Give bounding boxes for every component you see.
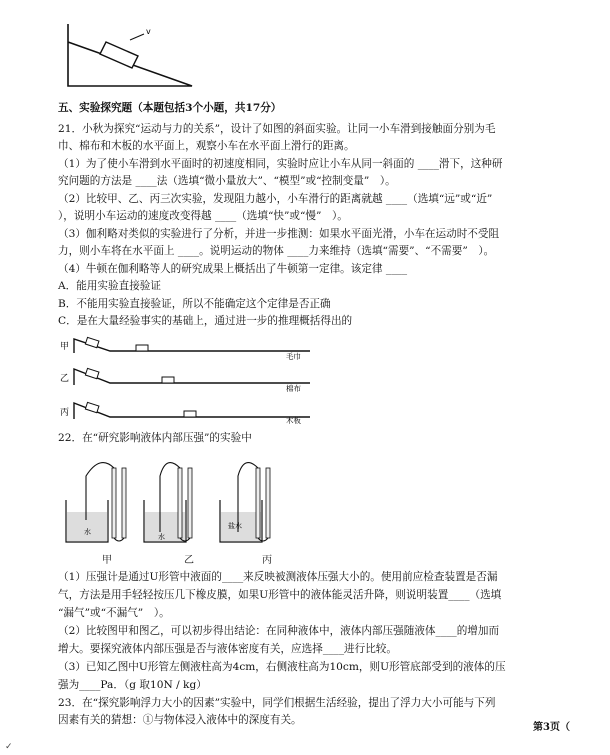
q22-part1-a: （1）压强计是通过U形管中液面的____来反映被测液体压强大小的。使用前应检查装置是否漏 [58,571,498,583]
q22-part1-b: 气，方法是用手轻轻按压几下橡皮膜，如果U形管中的液体能灵活升降，则说明装置____（选填 [58,589,502,601]
row-label-yi: 乙 [60,374,70,384]
liquid-label-bing: 盐水 [228,522,242,530]
q21-part4: （4）牛顿在伽利略等人的研究成果上概括出了牛顿第一定律。该定律 ____ [58,263,408,275]
q23-stem-2: 因素有关的猜想：①与物体浸入液体中的深度有关。 [58,714,302,726]
q21-stem-2: 巾、棉布和木板的水平面上，观察小车在水平面上滑行的距离。 [58,140,355,152]
q21-part1-a: （1）为了使小车滑到水平面时的初速度相同，实验时应让小车从同一斜面的 ____滑下，这种研 [58,158,503,170]
beaker-yi [144,463,192,542]
q22-part3-a: （3）已知乙图中U形管左侧液柱高为4cm，右侧液柱高为10cm，则U形管底部受到的液体的压 [58,661,506,673]
q21-option-b: B．不能用实验直接验证，所以不能确定这个定律是否正确 [58,298,331,310]
q22-part2-a: （2）比较图甲和图乙，可以初步得出结论：在同种液体中，液体内部压强随液体____的增加而 [58,625,500,637]
fig-label-bing: 丙 [262,555,272,566]
surface-label-bing: 木板 [286,416,301,425]
beaker-bing [220,463,270,542]
surface-label-jia: 毛巾 [286,352,301,361]
liquid-label-jia: 水 [84,528,91,536]
q21-part3-b: 力，则小车将在水平面上 ____。说明运动的物体 ____力来维持（选填“需要”、“不需要” ）。 [58,245,495,257]
row-label-jia: 甲 [60,342,70,352]
liquid-label-yi: 水 [158,533,165,541]
q21-part1-b: 究问题的方法是 ____法（选填“微小量放大”、“模型”或“控制变量” ）。 [58,175,396,187]
q21-part2-b: ），说明小车运动的速度改变得越 ____（选填“快”或“慢” ）。 [58,210,348,222]
q21-option-a: A．能用实验直接验证 [58,280,161,292]
q22-part2-b: 增大。要探究液体内部压强是否与液体密度有关，应选择____进行比较。 [58,643,397,655]
q22-part1-c: “漏气”或“不漏气” ）。 [58,607,170,619]
beaker-jia [66,463,126,542]
q21-option-c: C．是在大量经验事实的基础上，通过进一步的推理概括得出的 [58,315,353,327]
incline-row-jia [60,337,310,361]
q21-stem-1: 21．小秋为探究“运动与力的关系”，设计了如图的斜面实验。让同一小车滑到接触面分别为毛 [58,123,496,135]
fig-label-jia: 甲 [102,555,112,566]
q21-part3-a: （3）伽利略对类似的实验进行了分析，并进一步推测：如果水平面光滑，小车在运动时不受阻 [58,228,500,240]
velocity-label: v [146,27,151,36]
surface-label-yi: 棉布 [286,384,301,393]
row-label-bing: 丙 [60,408,70,418]
fig-label-yi: 乙 [184,555,194,566]
pressure-gauge-figure [60,448,300,548]
incline-row-bing [60,402,310,425]
q22-stem: 22．在“研究影响液体内部压强”的实验中 [58,432,252,444]
section-title: 五、实验探究题（本题包括3个小题，共17分） [58,102,282,114]
incline-row-yi [60,368,310,393]
corner-mark: ✓ [5,742,13,752]
q23-stem-1: 23．在“探究影响浮力大小的因素”实验中，同学们根据生活经验，提出了浮力大小可能与下列 [58,697,496,709]
q21-part2-a: （2）比较甲、乙、丙三次实验，发现阻力越小，小车滑行的距离就越 ____（选填“远”或“近” [58,193,493,205]
three-inclines-figure [60,333,320,425]
q22-part3-b: 强为____Pa．（g 取10N / kg） [58,679,207,691]
page-number: 第3页（ [533,722,570,733]
incline-figure [60,20,200,92]
